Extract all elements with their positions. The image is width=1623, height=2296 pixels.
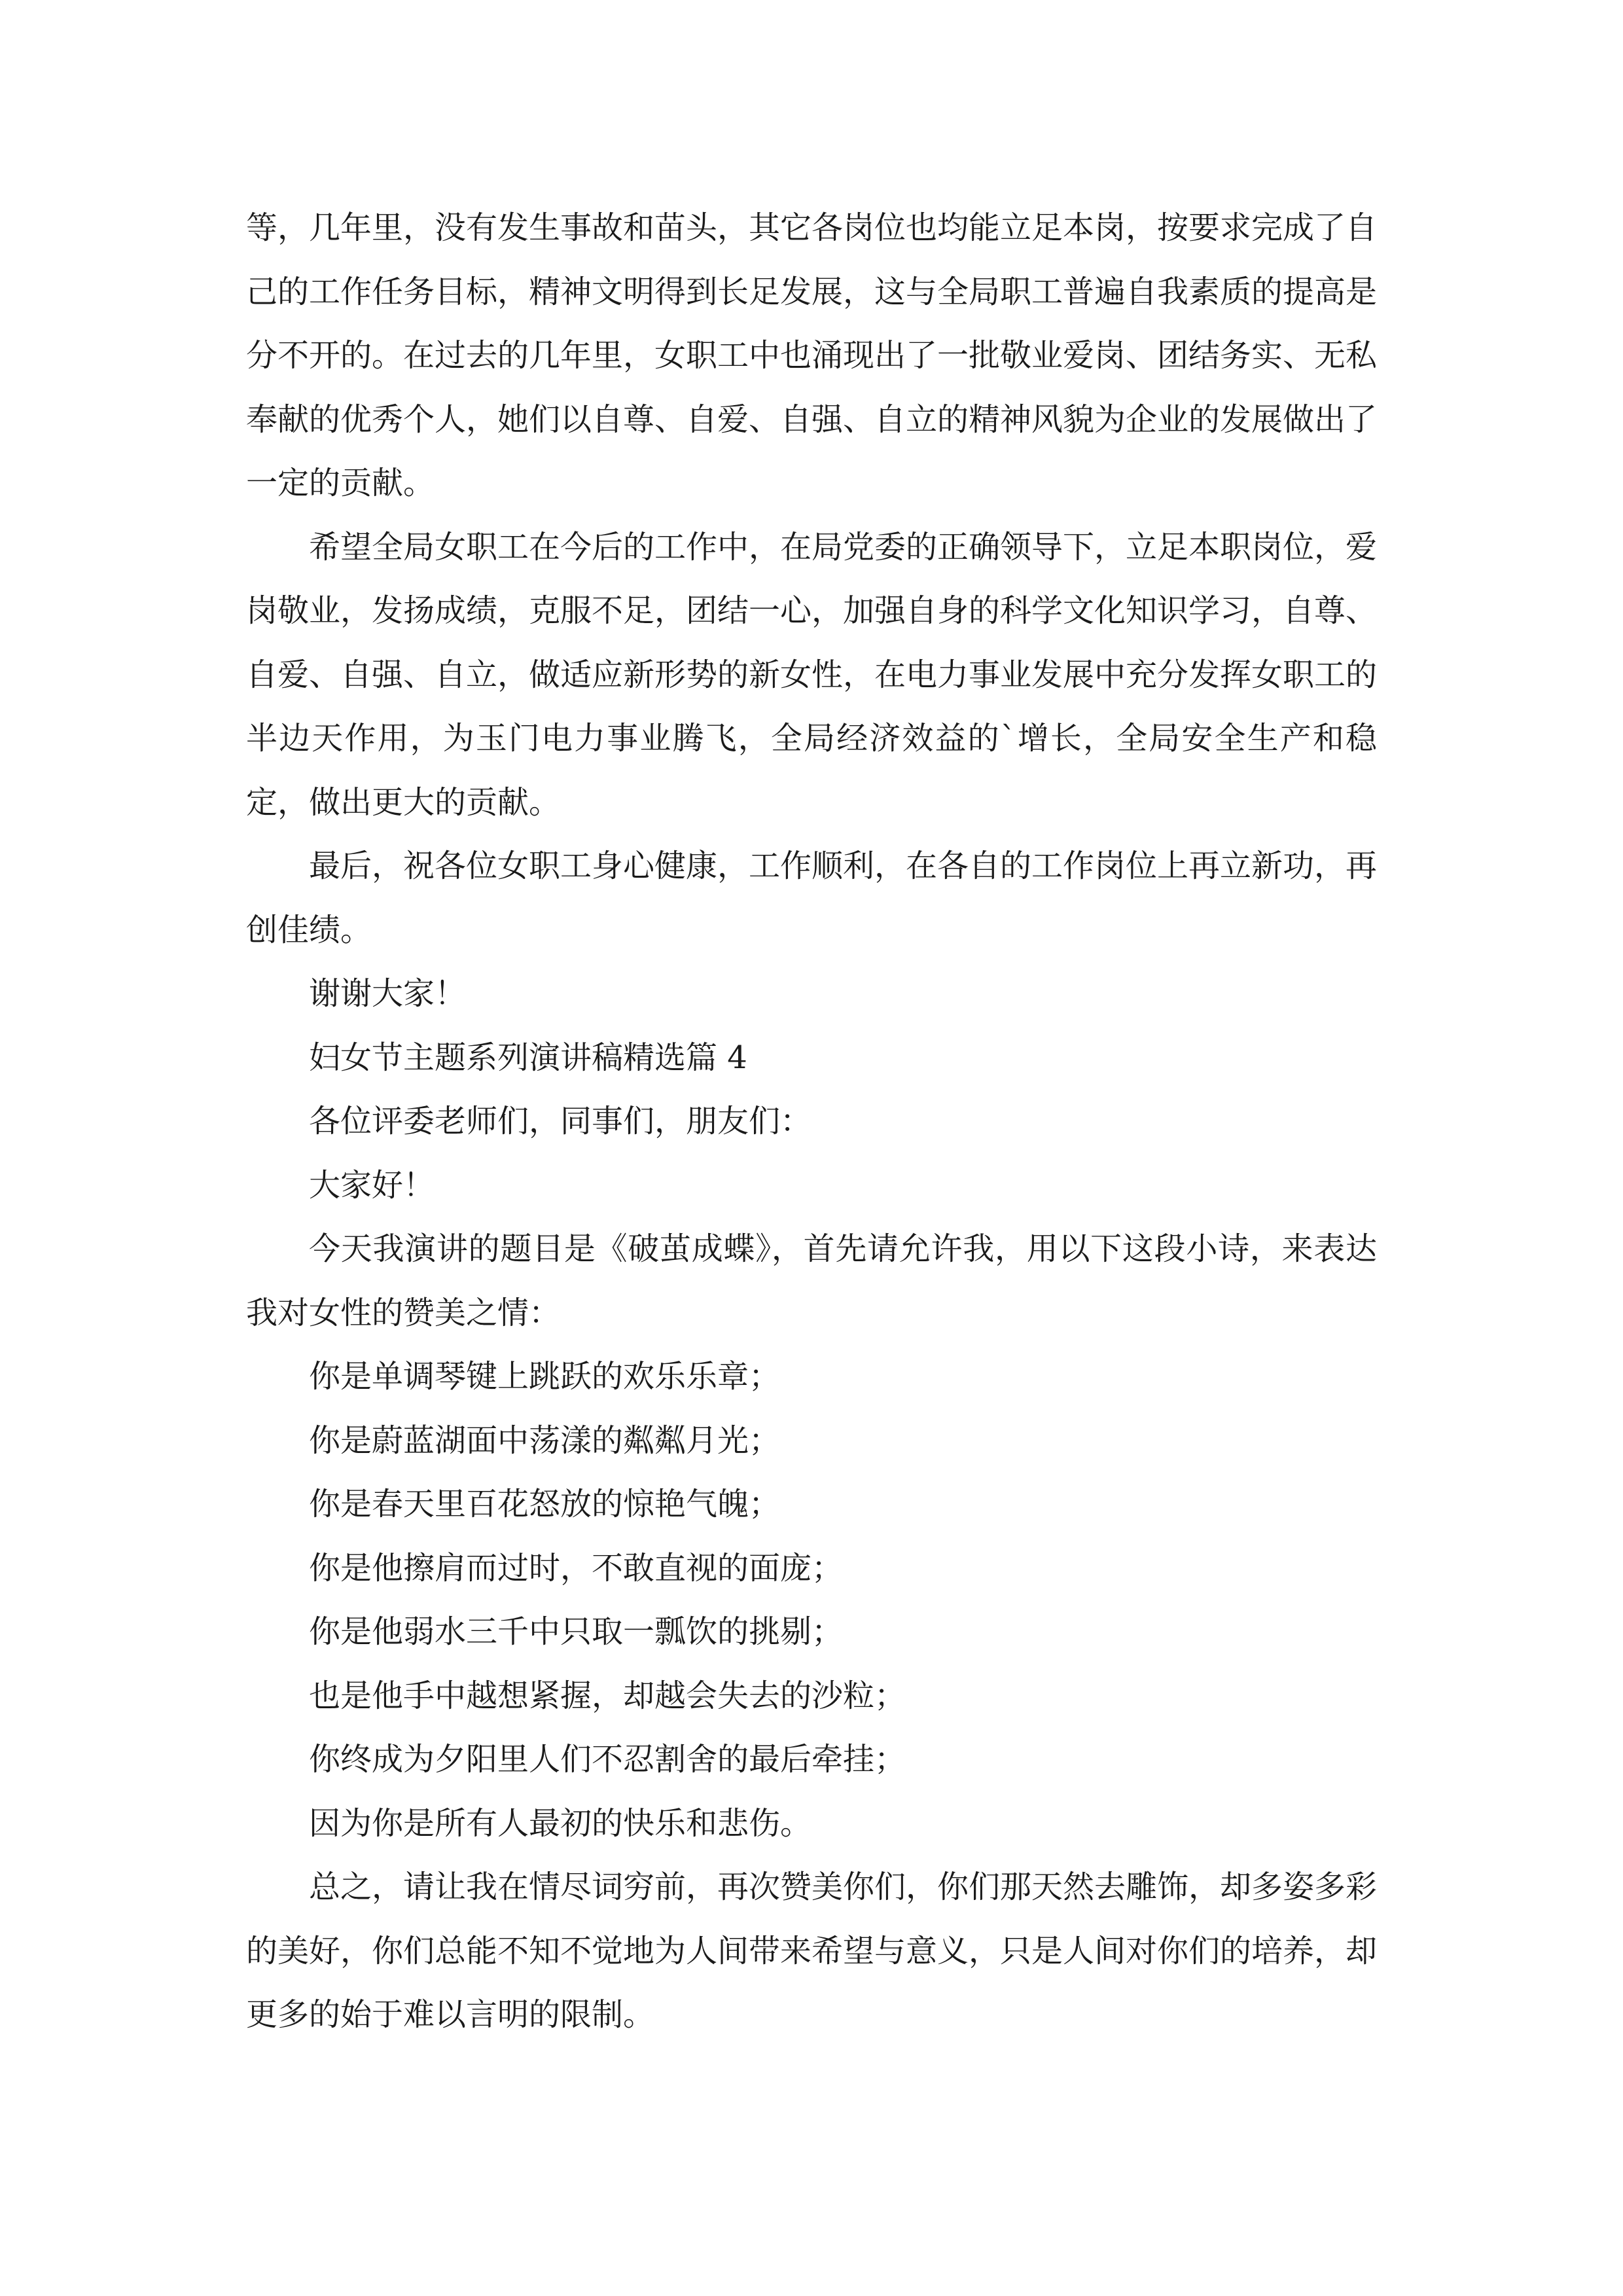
- paragraph-6: 各位评委老师们，同事们，朋友们：: [309, 1103, 812, 1139]
- section-heading: 妇女节主题系列演讲稿精选篇 4: [309, 1039, 747, 1076]
- paragraph-4: 谢谢大家！: [309, 975, 467, 1012]
- poem-line-6: 也是他手中越想紧握，却越会失去的沙粒；: [309, 1677, 906, 1714]
- poem-line-4: 你是他擦肩而过时，不敢直视的面庞；: [309, 1549, 844, 1587]
- poem-line-1: 你是单调琴键上跳跃的欢乐乐章；: [309, 1358, 781, 1395]
- paragraph-3: 最后，祝各位女职工身心健康，工作顺利，在各自的工作岗位上再立新功，再创佳绩。: [246, 848, 1378, 948]
- poem-line-8: 因为你是所有人最初的快乐和悲伤。: [309, 1804, 812, 1842]
- poem-line-7: 你终成为夕阳里人们不忍割舍的最后牵挂；: [309, 1741, 906, 1778]
- poem-line-2: 你是蔚蓝湖面中荡漾的粼粼月光；: [309, 1422, 781, 1459]
- poem-line-5: 你是他弱水三千中只取一瓢饮的挑剔；: [309, 1613, 844, 1650]
- paragraph-2: 希望全局女职工在今后的工作中，在局党委的正确领导下，立足本职岗位，爱岗敬业，发扬成绩，克服不足，团结一心，加强自身的科学文化知识学习，自尊、自爱、自强、自立，做适应新形势的新女性，在电力事业发展中充分发挥女职工的半边天作用，为玉门电力事业腾飞，全局经济效益的`增长，全局安全生产和稳定，做出更大的贡献。: [246, 528, 1378, 821]
- paragraph-8: 今天我演讲的题目是《破茧成蝶》，首先请允许我，用以下这段小诗，来表达我对女性的赞美之情：: [246, 1230, 1377, 1331]
- paragraph-1: 等，几年里，没有发生事故和苗头，其它各岗位也均能立足本岗，按要求完成了自己的工作任务目标，精神文明得到长足发展，这与全局职工普遍自我素质的提高是分不开的。在过去的几年里，女职工中也涌现出了一批敬业爱岗、团结务实、无私奉献的优秀个人，她们以自尊、自爱、自强、自立的精神风貌为企业的发展做出了一定的贡献。: [246, 209, 1378, 501]
- body-text: [246, 196, 1377, 2047]
- paragraph-7: 大家好！: [309, 1166, 435, 1204]
- paragraph-17: 总之，请让我在情尽词穷前，再次赞美你们，你们那天然去雕饰，却多姿多彩的美好，你们总能不知不觉地为人间带来希望与意义，只是人间对你们的培养，却更多的始于难以言明的限制。: [246, 1869, 1378, 2033]
- poem-line-3: 你是春天里百花怒放的惊艳气魄；: [309, 1486, 781, 1522]
